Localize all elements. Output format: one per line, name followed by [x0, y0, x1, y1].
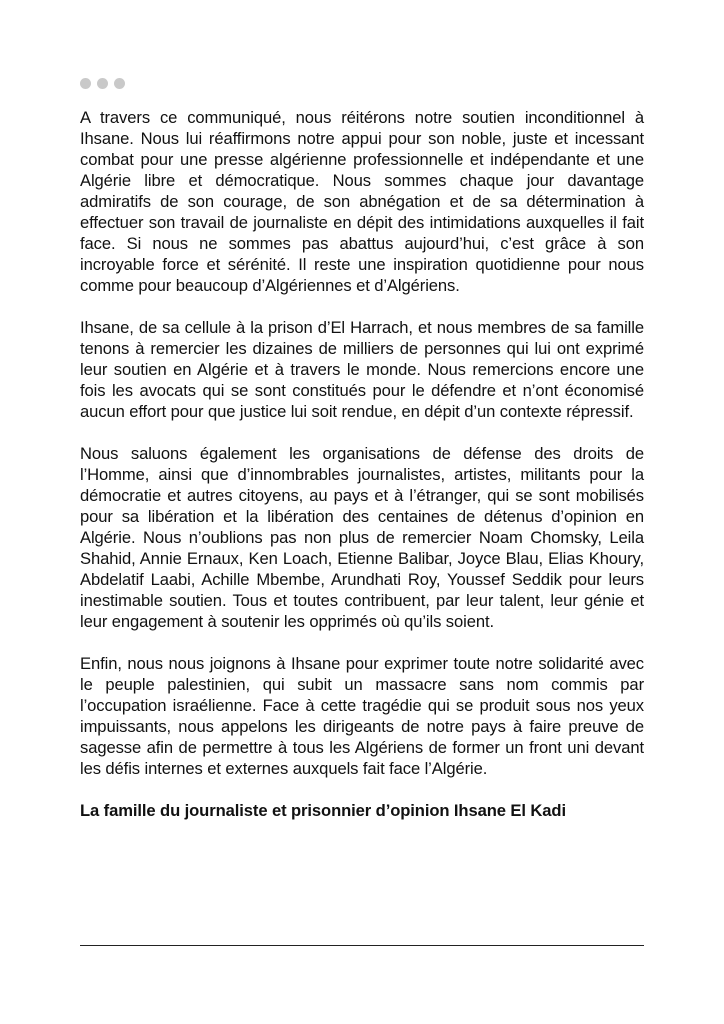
more-options-icon [80, 78, 125, 89]
signature: La famille du journaliste et prisonnier d’opinion Ihsane El Kadi [80, 801, 566, 820]
dot-3 [114, 78, 125, 89]
dot-1 [80, 78, 91, 89]
divider-line [80, 945, 644, 946]
paragraph-3: Nous saluons également les organisations de défense des droits de l’Homme, ainsi que d’innombrables journalistes, artistes, militants pour la démocratie et autres citoyens, au pays et à l’étranger, qui se sont mobilisés pour sa libération et la libération des centaines de détenus d’opinion en Algérie. Nous n’oublions pas non plus de remercier Noam Chomsky, Leila Shahid, Annie Ernaux, Ken Loach, Etienne Balibar, Joyce Blau, Elias Khoury, Abdelatif Laabi, Achille Mbembe, Arundhati Roy, Youssef Seddik pour leurs inestimable soutien. Tous et toutes contribuent, par leur talent, leur génie et leur engagement à soutenir les opprimés où qu’ils soient. [80, 444, 644, 631]
paragraph-4: Enfin, nous nous joignons à Ihsane pour exprimer toute notre solidarité avec le peuple palestinien, qui subit un massacre sans nom commis par l’occupation israélienne. Face à cette tragédie qui se produit sous nos yeux impuissants, nous appelons les dirigeants de notre pays à faire preuve de sagesse afin de permettre à tous les Algériens de former un front uni devant les défis internes et externes auxquels fait face l’Algérie. [80, 654, 644, 778]
paragraph-1: A travers ce communiqué, nous réitérons notre soutien inconditionnel à Ihsane. Nous lui réaffirmons notre appui pour son noble, juste et incessant combat pour une presse algérienne professionnelle et indépendante et une Algérie libre et démocratique. Nous sommes chaque jour davantage admiratifs de son courage, de son abnégation et de sa détermination à effectuer son travail de journaliste en dépit des intimidations auxquelles il fait face. Si nous ne sommes pas abattus aujourd’hui, c’est grâce à son incroyable force et sérénité. Il reste une inspiration quotidienne pour nous comme pour beaucoup d’Algériennes et d’Algériens. [80, 108, 644, 295]
document-body [80, 107, 644, 821]
paragraph-2: Ihsane, de sa cellule à la prison d’El Harrach, et nous membres de sa famille tenons à remercier les dizaines de milliers de personnes qui lui ont exprimé leur soutien en Algérie et à travers le monde. Nous remercions encore une fois les avocats qui se sont constitués pour le défendre et n’ont économisé aucun effort pour que justice lui soit rendue, en dépit d’un contexte répressif. [80, 318, 644, 421]
dot-2 [97, 78, 108, 89]
